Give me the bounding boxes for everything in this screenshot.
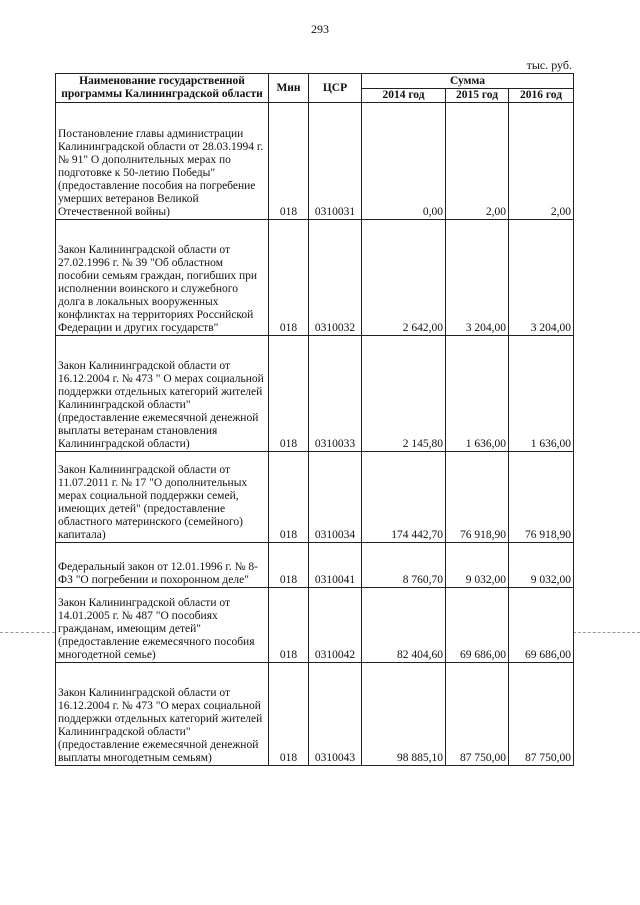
header-2015: 2015 год bbox=[446, 89, 509, 103]
page-number: 293 bbox=[311, 22, 329, 36]
row-2014: 0,00 bbox=[362, 103, 446, 220]
table-row bbox=[56, 452, 574, 543]
row-csr: 0310032 bbox=[309, 220, 362, 336]
table-row bbox=[56, 220, 574, 336]
table-row bbox=[56, 543, 574, 588]
row-2016: 3 204,00 bbox=[509, 220, 574, 336]
row-2015: 87 750,00 bbox=[446, 663, 509, 766]
table-row bbox=[56, 103, 574, 220]
row-csr: 0310033 bbox=[309, 336, 362, 452]
row-2016: 1 636,00 bbox=[509, 336, 574, 452]
row-2016: 76 918,90 bbox=[509, 452, 574, 543]
row-csr: 0310042 bbox=[309, 588, 362, 663]
row-csr: 0310041 bbox=[309, 543, 362, 588]
header-min: Мин bbox=[269, 74, 309, 103]
header-2016: 2016 год bbox=[509, 89, 574, 103]
row-min: 018 bbox=[269, 452, 309, 543]
row-2014: 174 442,70 bbox=[362, 452, 446, 543]
row-min: 018 bbox=[269, 103, 309, 220]
row-csr: 0310031 bbox=[309, 103, 362, 220]
unit-label: тыс. руб. bbox=[526, 58, 572, 72]
row-min: 018 bbox=[269, 588, 309, 663]
row-2015: 76 918,90 bbox=[446, 452, 509, 543]
row-2015: 3 204,00 bbox=[446, 220, 509, 336]
row-2016: 9 032,00 bbox=[509, 543, 574, 588]
row-2014: 98 885,10 bbox=[362, 663, 446, 766]
table-row bbox=[56, 336, 574, 452]
row-2014: 2 642,00 bbox=[362, 220, 446, 336]
row-csr: 0310043 bbox=[309, 663, 362, 766]
row-name: Постановление главы администрации Калининградской области от 28.03.1994 г. № 91" О дополнительных мерах по подготовке к 50-летию Победы" (предоставление пособия на погребение умерших ветеранов Великой Отечественной войны) bbox=[56, 103, 269, 220]
header-sum: Сумма bbox=[362, 74, 574, 89]
row-2015: 69 686,00 bbox=[446, 588, 509, 663]
budget-table bbox=[55, 73, 574, 766]
row-min: 018 bbox=[269, 663, 309, 766]
row-2014: 8 760,70 bbox=[362, 543, 446, 588]
row-2016: 69 686,00 bbox=[509, 588, 574, 663]
row-name: Закон Калининградской области от 16.12.2004 г. № 473 " О мерах социальной поддержки отдельных категорий жителей Калининградской области" (предоставление ежемесячной денежной выплаты ветеранам становления Калининградской области) bbox=[56, 336, 269, 452]
scan-artifact-line bbox=[0, 632, 55, 633]
table-row bbox=[56, 588, 574, 663]
row-name: Закон Калининградской области от 14.01.2005 г. № 487 "О пособиях гражданам, имеющим детей" (предоставление ежемесячного пособия многодетной семье) bbox=[56, 588, 269, 663]
row-2015: 1 636,00 bbox=[446, 336, 509, 452]
table-row bbox=[56, 663, 574, 766]
header-name: Наименование государственной программы Калининградской области bbox=[56, 74, 269, 103]
row-min: 018 bbox=[269, 220, 309, 336]
row-2014: 2 145,80 bbox=[362, 336, 446, 452]
row-name: Закон Калининградской области от 27.02.1996 г. № 39 "Об областном пособии семьям граждан, погибших при исполнении воинского и служебного долга в локальных вооруженных конфликтах на территориях Российской Федерации и других государств" bbox=[56, 220, 269, 336]
row-2016: 2,00 bbox=[509, 103, 574, 220]
row-min: 018 bbox=[269, 336, 309, 452]
row-2016: 87 750,00 bbox=[509, 663, 574, 766]
row-name: Федеральный закон от 12.01.1996 г. № 8-ФЗ "О погребении и похоронном деле" bbox=[56, 543, 269, 588]
row-2014: 82 404,60 bbox=[362, 588, 446, 663]
row-name: Закон Калининградской области от 11.07.2011 г. № 17 "О дополнительных мерах социальной поддержки семей, имеющих детей" (предоставление областного материнского (семейного) капитала) bbox=[56, 452, 269, 543]
header-csr: ЦСР bbox=[309, 74, 362, 103]
row-min: 018 bbox=[269, 543, 309, 588]
row-2015: 9 032,00 bbox=[446, 543, 509, 588]
row-csr: 0310034 bbox=[309, 452, 362, 543]
scan-artifact-line bbox=[573, 632, 640, 633]
row-name: Закон Калининградской области от 16.12.2004 г. № 473 "О мерах социальной поддержки отдельных категорий жителей Калининградской области" (предоставление ежемесячной денежной выплаты многодетным семьям) bbox=[56, 663, 269, 766]
header-2014: 2014 год bbox=[362, 89, 446, 103]
row-2015: 2,00 bbox=[446, 103, 509, 220]
